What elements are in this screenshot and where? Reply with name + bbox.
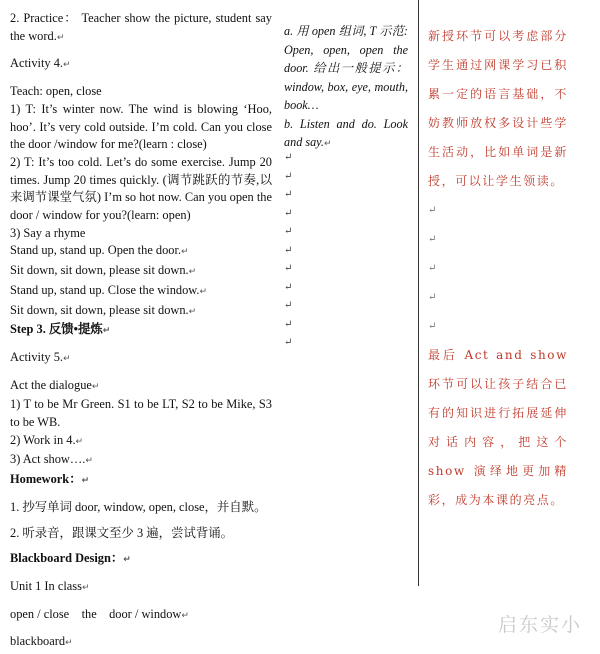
teach-line: Teach: open, close [10, 84, 102, 99]
method-note-b: b. Listen and do. Look and say.↵ [284, 116, 408, 149]
step-2-text: 2) T: It’s too cold. Let’s do some exercise. Jump 20 times. Jump 20 times quickly. (调节跳跃的节奏,以来调节课堂气氛) I’m so hot now. Can you open the door / window for you?(learn: open) [10, 154, 272, 223]
activity-4-heading: Activity 4.↵ [10, 56, 71, 71]
homework-item-1: 1. 抄写单词 door, window, open, close，并自默。 [10, 499, 267, 514]
paragraph-mark: ↵ [428, 205, 437, 216]
paragraph-mark: ↵ [284, 226, 293, 237]
activity-5-step-3: 3) Act show….↵ [10, 452, 93, 467]
paragraph-mark: ↵ [63, 60, 71, 71]
teacher-reflection-column [428, 22, 568, 515]
method-note-a: a. 用 open 组词, T 示范: Open, open, open the door. 给出一般提示：window, box, eye, mouth, book… [284, 24, 408, 112]
method-notes-column [284, 22, 408, 154]
practice-text: 2. Practice： Teacher show the picture, student say the word.↵ [10, 11, 272, 43]
act-dialogue-line: Act the dialogue↵ [10, 377, 100, 392]
paragraph-mark: ↵ [284, 263, 293, 274]
empty-paragraph-marks [284, 152, 296, 356]
homework-heading: Homework：↵ [10, 472, 90, 487]
reflection-note-1: 新授环节可以考虑部分学生通过网课学习已积累一定的语言基础，不妨教师放权多设计些学生活动，比如单词是新授，可以让学生领读。 [428, 29, 568, 188]
watermark-logo: 启东实小 [498, 614, 583, 636]
paragraph-mark: ↵ [428, 234, 437, 245]
activity-5-step-1: 1) T to be Mr Green. S1 to be LT, S2 to be Mike, S3 to be WB. [10, 397, 272, 430]
homework-item-2: 2. 听录音，跟课文至少 3 遍，尝试背诵。 [10, 525, 234, 540]
rhyme-line: Stand up, stand up. Close the window.↵ [10, 282, 208, 297]
paragraph-mark: ↵ [284, 300, 293, 311]
rhyme-line: Stand up, stand up. Open the door.↵ [10, 243, 189, 258]
blackboard-unit: Unit 1 In class↵ [10, 578, 90, 593]
rhyme-heading: 3) Say a rhyme [10, 225, 86, 240]
column-divider [418, 0, 419, 586]
paragraph-mark: ↵ [428, 321, 437, 332]
paragraph-mark: ↵ [284, 170, 293, 182]
paragraph-mark: ↵ [428, 263, 437, 274]
lesson-plan-column [10, 10, 272, 653]
paragraph-mark: ↵ [56, 32, 65, 43]
reflection-note-2: 最后 Act and show 环节可以让孩子结合已有的知识进行拓展延伸对话内容，把这个 show 演绎地更加精彩，成为本课的亮点。 [428, 348, 568, 507]
blackboard-heading: Blackboard Design：↵ [10, 551, 131, 566]
rhyme-line: Sit down, sit down, please sit down.↵ [10, 302, 197, 317]
activity-5-step-2: 2) Work in 4.↵ [10, 432, 84, 447]
step-1-text: 1) T: It’s winter now. The wind is blowing ‘Hoo, hoo’. It’s very cold outside. I’m cold. Can you close the door /window for me?(learn : close) [10, 101, 272, 152]
paragraph-mark: ↵ [284, 207, 293, 219]
paragraph-mark: ↵ [284, 152, 293, 163]
paragraph-mark: ↵ [428, 292, 437, 303]
blackboard-words: open / close the door / window↵ [10, 606, 189, 621]
paragraph-mark: ↵ [284, 337, 293, 348]
paragraph-mark: ↵ [284, 244, 293, 256]
blackboard-last: blackboard↵ [10, 634, 73, 649]
activity-5-heading: Activity 5.↵ [10, 349, 71, 364]
paragraph-mark: ↵ [284, 281, 293, 293]
rhyme-line: Sit down, sit down, please sit down.↵ [10, 263, 197, 278]
paragraph-mark: ↵ [284, 318, 293, 330]
paragraph-mark: ↵ [284, 189, 293, 200]
step-3-heading: Step 3. 反馈•提炼↵ [10, 322, 111, 337]
